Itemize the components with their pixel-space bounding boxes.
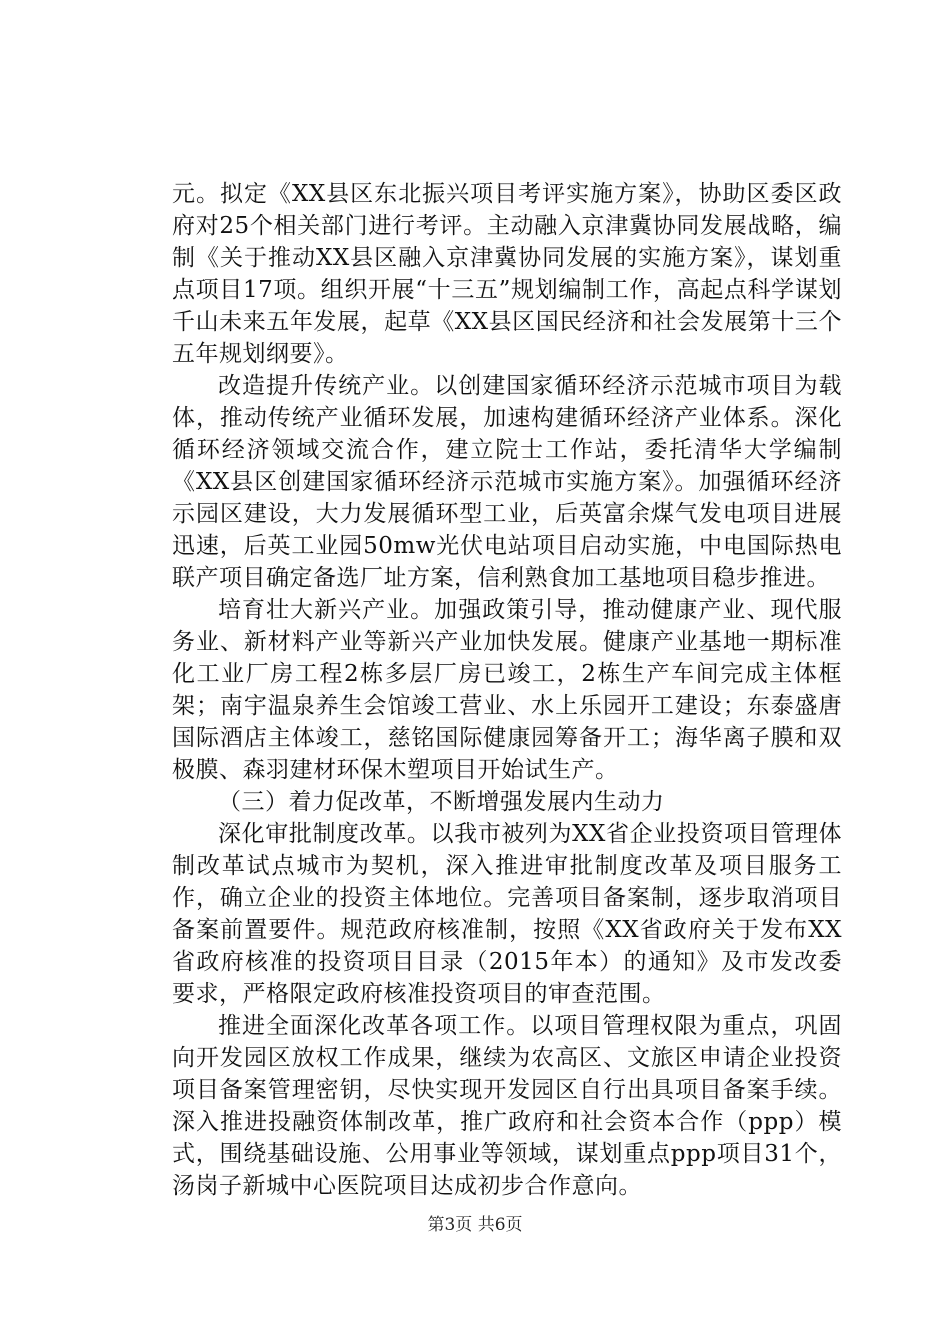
paragraph-emerging-industry: 培育壮大新兴产业。加强政策引导，推动健康产业、现代服务业、新材料产业等新兴产业加快发展。健康产业基地一期标准化工业厂房工程2栋多层厂房已竣工，2栋生产车间完成主体框架；南宇温泉养生会馆竣工营业、水上乐园开工建设；东泰盛唐国际酒店主体竣工，慈铭国际健康园筹备开工；海华离子膜和双极膜、森羽建材环保木塑项目开始试生产。 <box>172 597 842 783</box>
paragraph-traditional-industry: 改造提升传统产业。以创建国家循环经济示范城市项目为载体，推动传统产业循环发展，加速构建循环经济产业体系。深化循环经济领域交流合作，建立院士工作站，委托清华大学编制《XX县区创建国家循环经济示范城市实施方案》。加强循环经济示园区建设，大力发展循环型工业，后英富余煤气发电项目进展迅速，后英工业园50mw光伏电站项目启动实施，中电国际热电联产项目确定备选厂址方案，信利熟食加工基地项目稳步推进。 <box>172 373 842 591</box>
paragraph-deepen-reform: 推进全面深化改革各项工作。以项目管理权限为重点，巩固向开发园区放权工作成果，继续为农高区、文旅区申请企业投资项目备案管理密钥，尽快实现开发园区自行出具项目备案手续。深入推进投融资体制改革，推广政府和社会资本合作（ppp）模式，围绕基础设施、公用事业等领域，谋划重点ppp项目31个，汤岗子新城中心医院项目达成初步合作意向。 <box>172 1013 842 1199</box>
section-heading-reform: （三）着力促改革，不断增强发展内生动力 <box>218 789 665 815</box>
page-footer: 第3页 共6页 <box>427 1215 523 1235</box>
paragraph-approval-reform: 深化审批制度改革。以我市被列为XX省企业投资项目管理体制改革试点城市为契机，深入推进审批制度改革及项目服务工作，确立企业的投资主体地位。完善项目备案制，逐步取消项目备案前置要件。规范政府核准制，按照《XX省政府关于发布XX省政府核准的投资项目目录（2015年本）的通知》及市发改委要求，严格限定政府核准投资项目的审查范围。 <box>172 821 842 1007</box>
paragraph-continuation: 元。拟定《XX县区东北振兴项目考评实施方案》，协助区委区政府对25个相关部门进行考评。主动融入京津冀协同发展战略，编制《关于推动XX县区融入京津冀协同发展的实施方案》，谋划重点项目17项。组织开展“十三五”规划编制工作，高起点科学谋划千山未来五年发展，起草《XX县区国民经济和社会发展第十三个五年规划纲要》。 <box>172 181 842 367</box>
document-body <box>172 178 842 1202</box>
